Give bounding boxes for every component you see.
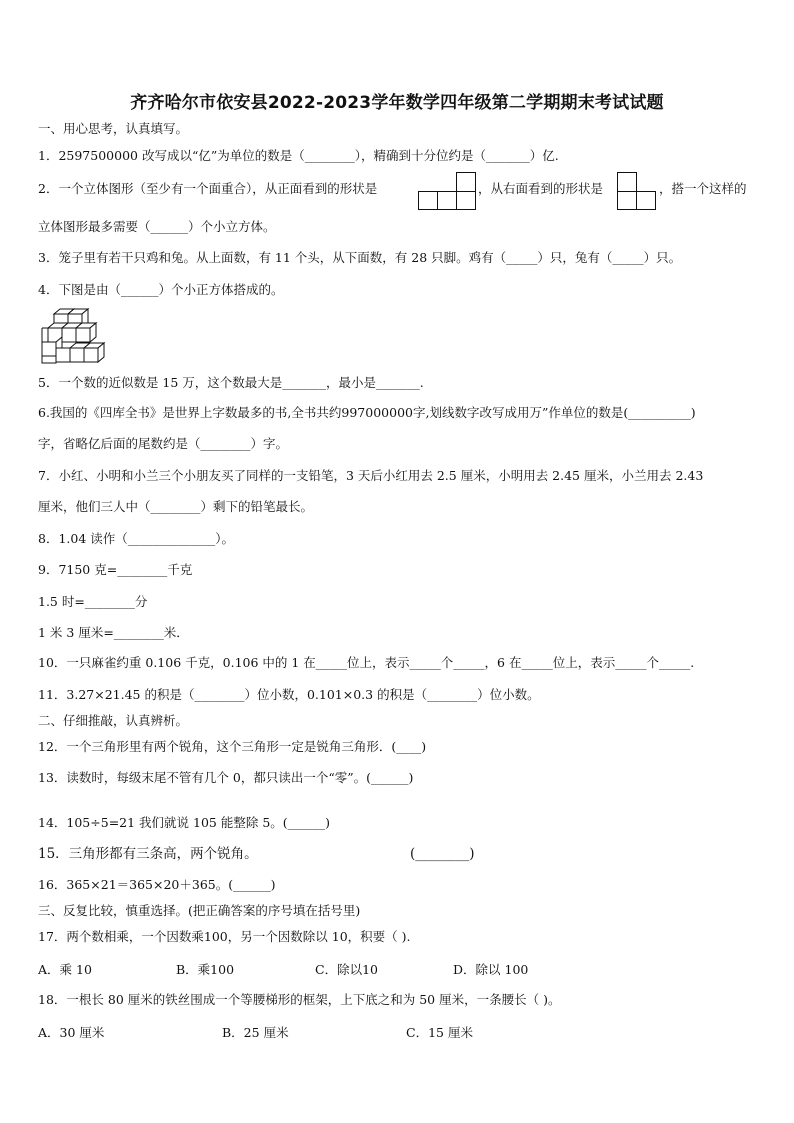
- question-11: 11．3.27×21.45 的积是（________）位小数，0.101×0.3 的积是（________）位小数。: [38, 687, 540, 702]
- question-18: 18．一根长 80 厘米的铁丝围成一个等腰梯形的框架，上下底之和为 50 厘米，一条腰长（ )。: [38, 992, 561, 1007]
- question-9a: 9．7150 克=________千克: [38, 562, 193, 577]
- q18-option-c: C．15 厘米: [406, 1025, 473, 1040]
- question-13: 13．读数时，每级末尾不管有几个 0，都只读出一个“零”。(______): [38, 770, 414, 785]
- question-7-line-2: 厘米，他们三人中（________）剩下的铅笔最长。: [38, 499, 314, 514]
- question-12: 12．一个三角形里有两个锐角，这个三角形一定是锐角三角形．(____): [38, 739, 427, 754]
- question-9c: 1 米 3 厘米=________米．: [38, 625, 189, 640]
- question-5: 5．一个数的近似数是 15 万，这个数最大是_______，最小是_______.: [38, 375, 424, 390]
- question-15-answer: (________): [410, 846, 475, 862]
- q17-option-b: B．乘100: [176, 962, 235, 977]
- cube-stack-figure: [40, 308, 110, 364]
- section-3-heading: 三、反复比较，慎重选择。(把正确答案的序号填在括号里): [38, 903, 361, 918]
- question-17: 17．两个数相乘，一个因数乘100，另一个因数除以 10，积要（ ).: [38, 929, 411, 944]
- q18-option-b: B．25 厘米: [222, 1025, 289, 1040]
- question-1: 1．2597500000 改写成以“亿”为单位的数是（________），精确到十分位约是（_______）亿.: [38, 148, 559, 163]
- question-2-part-1: 2．一个立体图形（至少有一个面重合），从正面看到的形状是: [38, 181, 378, 196]
- q17-option-d: D．除以 100: [453, 962, 529, 977]
- question-16: 16．365×21＝365×20＋365。(______): [38, 877, 276, 892]
- q18-option-a: A．30 厘米: [38, 1025, 105, 1040]
- question-7-line-1: 7．小红、小明和小兰三个小朋友买了同样的一支铅笔，3 天后小红用去 2.5 厘米，小明用去 2.45 厘米，小兰用去 2.43: [38, 468, 704, 483]
- question-14: 14．105÷5=21 我们就说 105 能整除 5。(______): [38, 815, 331, 830]
- question-6-line-1: 6.我国的《四库全书》是世界上字数最多的书,全书共约997000000字,划线数字改写成用万”作单位的数是(__________): [38, 405, 696, 420]
- question-2-part-3: ，搭一个这样的: [659, 181, 747, 196]
- question-2-part-2: ，从右面看到的形状是: [478, 181, 604, 196]
- page-title: 齐齐哈尔市依安县2022-2023学年数学四年级第二学期期末考试试题: [130, 93, 664, 113]
- section-2-heading: 二、仔细推敲，认真辨析。: [38, 713, 189, 728]
- front-view-figure: [418, 172, 478, 210]
- q17-option-c: C．除以10: [315, 962, 378, 977]
- question-10: 10．一只麻雀约重 0.106 千克，0.106 中的 1 在_____位上，表示_____个_____，6 在_____位上，表示_____个_____.: [38, 655, 695, 670]
- q17-option-a: A．乘 10: [38, 962, 92, 977]
- question-2-part-4: 立体图形最多需要（______）个小立方体。: [38, 219, 276, 234]
- question-9b: 1.5 时=________分: [38, 594, 148, 609]
- question-6-line-2: 字，省略亿后面的尾数约是（________）字。: [38, 436, 289, 451]
- section-1-heading: 一、用心思考，认真填写。: [38, 121, 189, 136]
- question-15: 15．三角形都有三条高，两个锐角。: [38, 846, 258, 862]
- question-4: 4．下图是由（______）个小正方体搭成的。: [38, 282, 284, 297]
- question-8: 8．1.04 读作（______________）。: [38, 531, 235, 546]
- question-3: 3．笼子里有若干只鸡和兔。从上面数，有 11 个头，从下面数，有 28 只脚。鸡有（_____）只，兔有（_____）只。: [38, 250, 682, 265]
- right-view-figure: [617, 172, 659, 210]
